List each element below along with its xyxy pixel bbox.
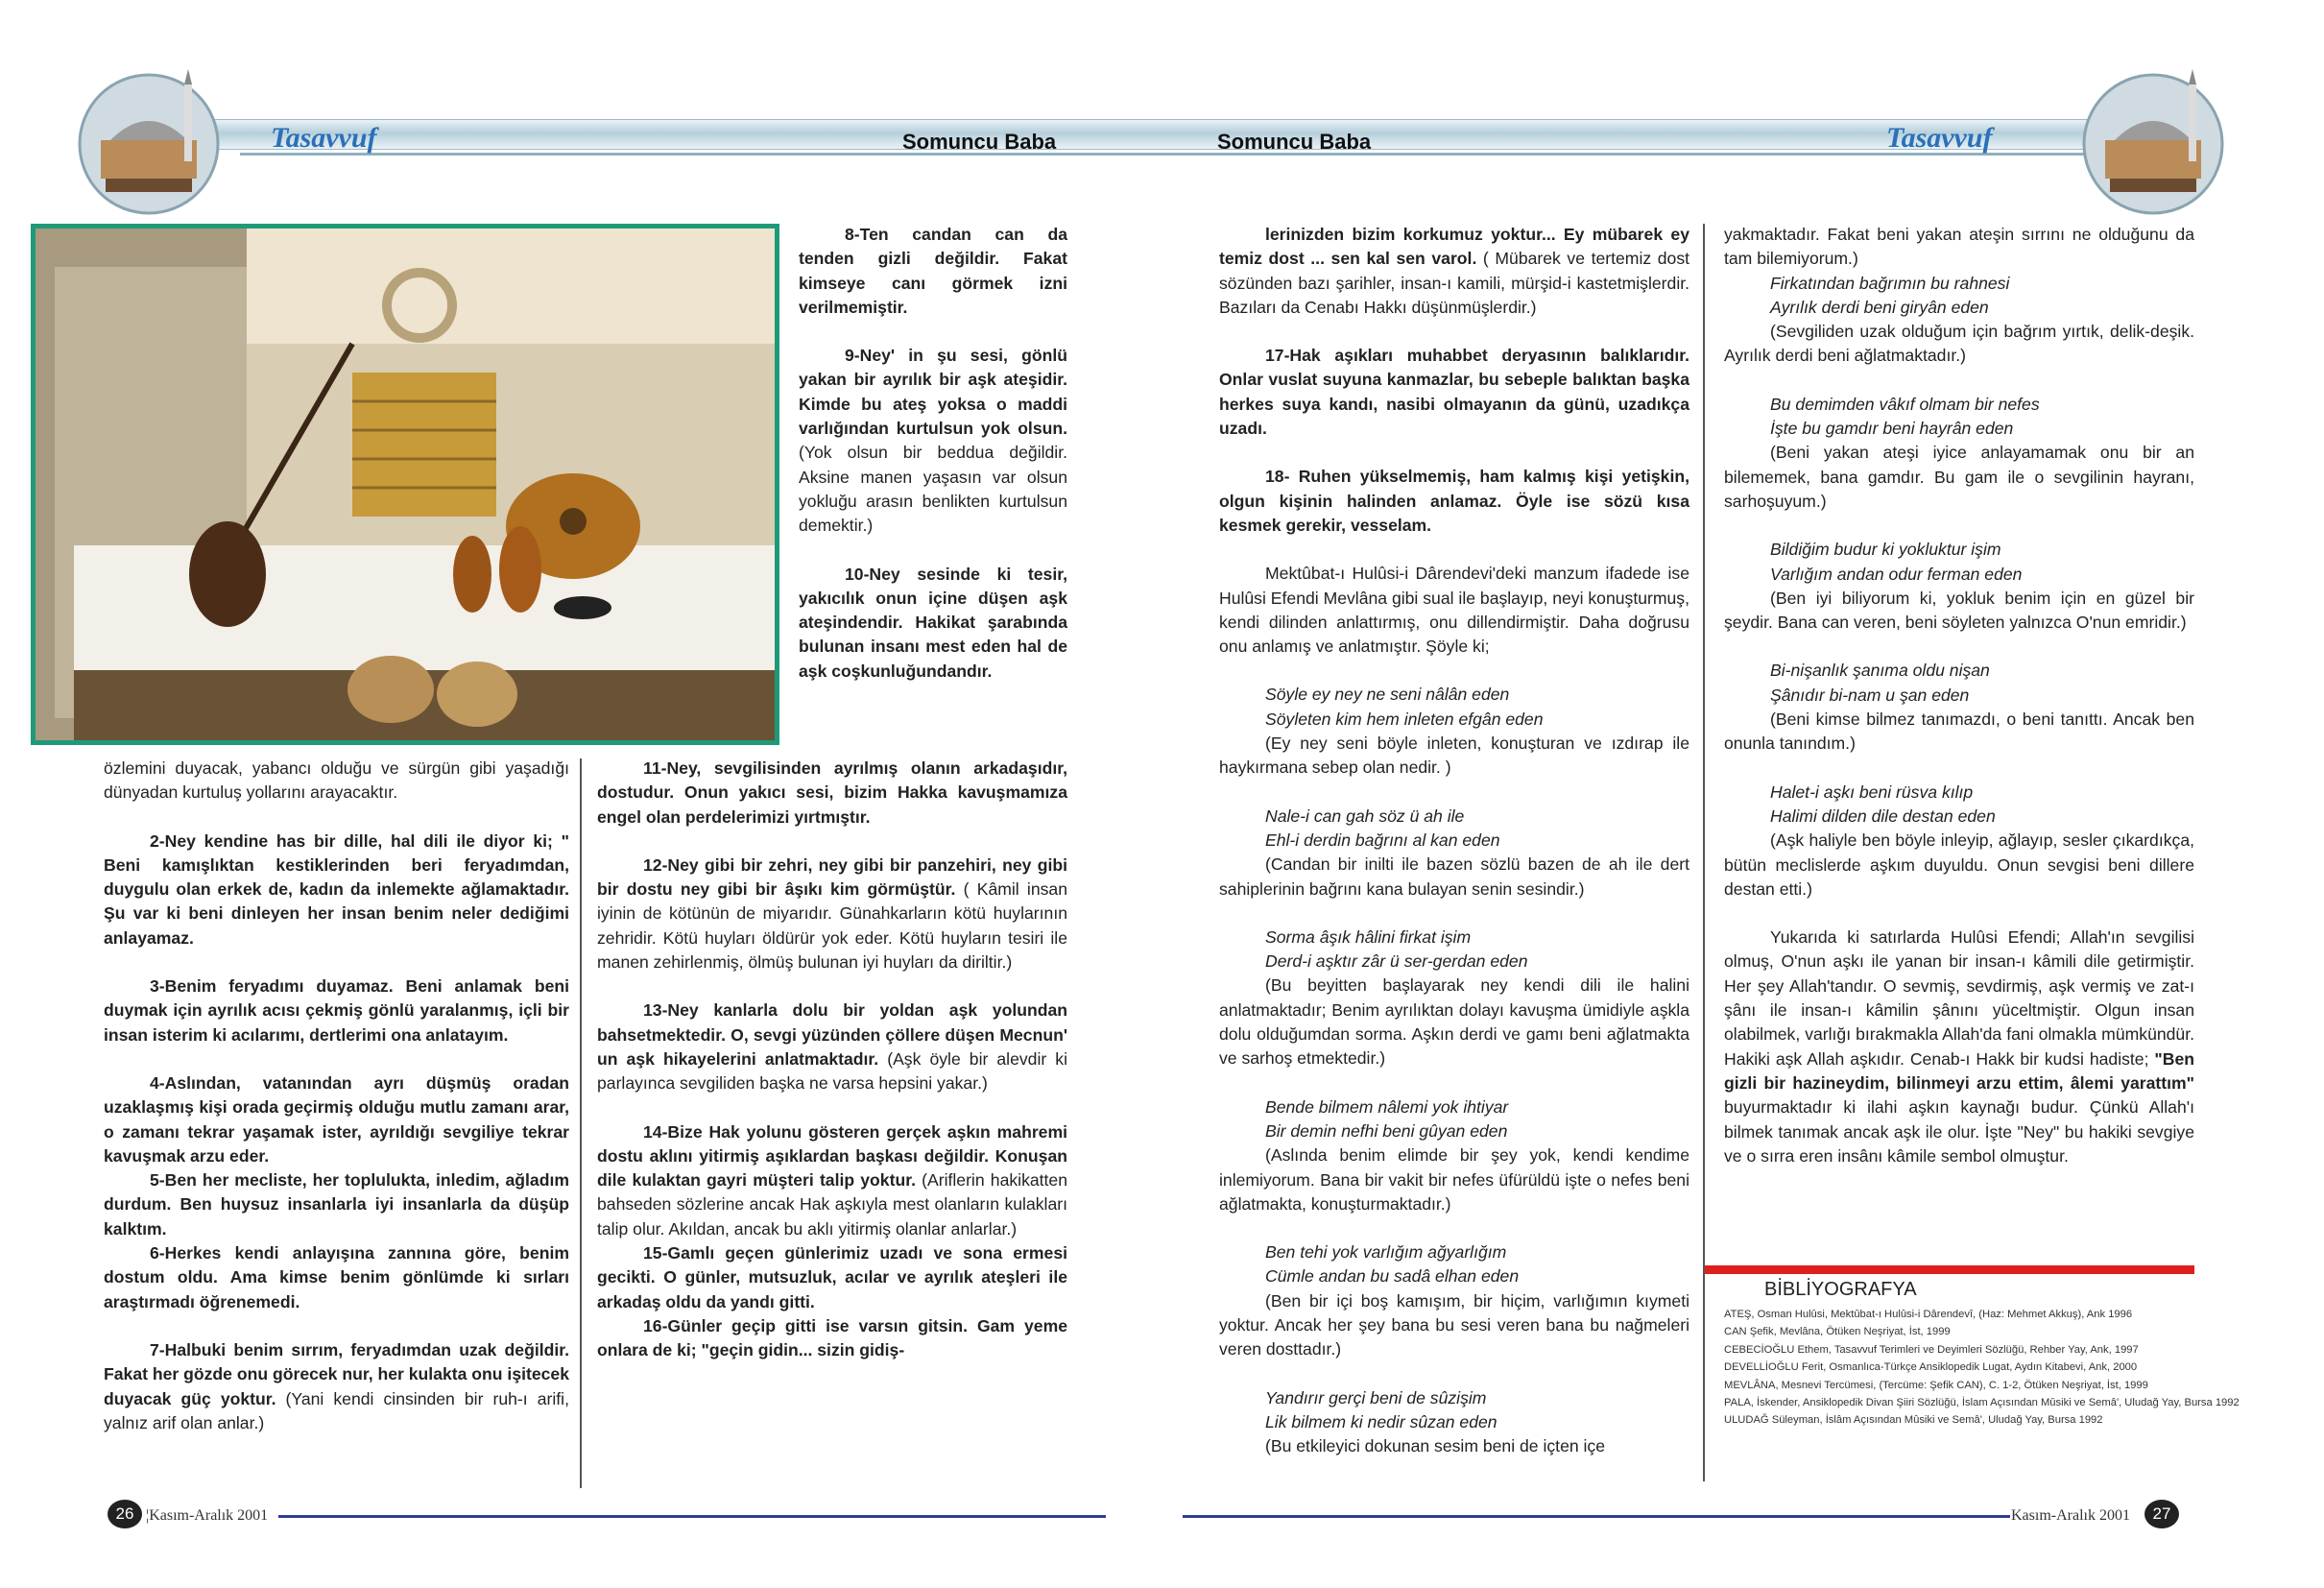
issue-date-right: Kasım-Aralık 2001 (2011, 1507, 2130, 1524)
column-2-top (799, 223, 1067, 684)
instruments-illustration (36, 229, 775, 740)
paragraph (104, 1241, 569, 1314)
paragraph-text: Bu demimden vâkıf olmam bir nefes (1770, 394, 2040, 414)
paragraph-text: (Aslında benim elimde bir şey yok, kendi kendime inlemiyorum. Bana bir vakit bir nefes üfürüldü işte o nefes beni ağlatmakta, konuşturmaktadır.) (1219, 1145, 1689, 1214)
mosque-medallion-right (2072, 63, 2235, 217)
paragraph-text: 16-Günler geçip gitti ise varsın gitsin. Gam yeme onlara de ki; "geçin gidin... sizin gidiş- (597, 1315, 1067, 1360)
paragraph-text: Bildiğim budur ki yokluktur işim (1770, 540, 2001, 560)
paragraph-note: (Ariflerin hakikatten bahseden sözlerine ancak Hak aşkıyla mest olanların kulakları talip olur. Akıldan, ancak bu aklı yitirmiş olanlar anlarlar.) (597, 1170, 1067, 1239)
paragraph-text: 6-Herkes kendi anlayışına zannına göre, benim dostum oldu. Ama kimse benim gönlümde ki sırları araştırmadı öğrenemedi. (104, 1243, 569, 1311)
paragraph-text: Ayrılık derdi beni giryân eden (1770, 297, 1989, 317)
paragraph-gap (104, 806, 569, 830)
paragraph-gap (1219, 1362, 1689, 1386)
column-2-bottom (597, 757, 1067, 1363)
paragraph (799, 223, 1067, 320)
verse-line (1219, 708, 1689, 732)
paragraph (1724, 708, 2194, 757)
paragraph-note: ( Mübarek ve tertemiz dost sözünden bazı şarihler, insan-ı kamili, mürşid-i kastetmişlerdir. Bazıları da Cenabı Hakkı düşünmüşlerdir.) (1219, 249, 1689, 317)
paragraph (1724, 441, 2194, 514)
magazine-name-left: Somuncu Baba (902, 130, 1057, 154)
verse-line (1219, 1240, 1689, 1264)
paragraph-gap (1219, 1071, 1689, 1095)
paragraph-text: Cümle andan bu sadâ elhan eden (1265, 1266, 1520, 1287)
paragraph-text: (Ey ney seni böyle inleten, konuşturan ve ızdırap ile haykırmana sebep olan nedir. ) (1219, 734, 1689, 778)
paragraph (1219, 974, 1689, 1071)
paragraph-text: Ben tehi yok varlığım ağyarlığım (1265, 1242, 1507, 1263)
paragraph-text: 18- Ruhen yükselmemiş, ham kalmış kişi yetişkin, olgun kişinin halinden anlamaz. Öyle ise sözü kısa kesmek gerekir, vesselam. (1219, 467, 1689, 535)
paragraph-text: (Bu etkileyici dokunan sesim beni de içten içe (1265, 1436, 1606, 1456)
paragraph-text: Derd-i aşktır zâr ü ser-gerdan eden (1265, 951, 1528, 972)
paragraph-text: lerinizden bizim korkumuz yoktur... Ey mübarek ey temiz dost ... sen kal sen varol. (1219, 225, 1689, 269)
issue-date-left: ¦Kasım-Aralık 2001 (146, 1507, 269, 1524)
bibliography-item: CEBECİOĞLU Ethem, Tasavvuf Terimleri ve Deyimleri Sözlüğü, Rehber Yay, Ank, 1997 (1724, 1343, 2139, 1356)
paragraph-text: (Candan bir inilti ile bazen sözlü bazen de ah ile dert sahiplerinin bağrını kana bulayan senin sesindir.) (1219, 854, 1689, 899)
paragraph (104, 757, 569, 806)
column-divider-2 (1703, 224, 1705, 1481)
paragraph-gap (597, 830, 1067, 854)
verse-line (1219, 829, 1689, 853)
paragraph-text: Yukarıda ki satırlarda Hulûsi Efendi; Allah'ın sevgilisi olmuş, O'nun aşkı ile yanan bir insan-ı kâmili dile getirmiştir. Her şey Allah'tandır. O sevmiş, sevdirmiş, aşk vermiş ve zat-ı şânı ile insan-ı kâmilin şânını yüceltmiştir. Olgun insan olabilmek, varlığı bırakmakla Allah'da fani olmakla mümkündür. Hakiki aşk Allah aşkıdır. Cenab-ı Hakk bir kudsi hadiste; (1724, 927, 2194, 1069)
paragraph (1724, 926, 2194, 1168)
paragraph-gap (799, 539, 1067, 563)
paragraph (597, 1241, 1067, 1314)
paragraph-gap (104, 1314, 569, 1338)
paragraph-gap (1219, 902, 1689, 926)
bibliography-item: DEVELLİOĞLU Ferit, Osmanlıca-Türkçe Ansiklopedik Lugat, Aydın Kitabevi, Ank, 2000 (1724, 1361, 2138, 1374)
paragraph-text: (Bu beyitten başlayarak ney kendi dili ile halini anlatmaktadır; Benim ayrılıktan dolayı kavuşma ümidiyle aşkla dolu olduğumdan sorma. Aşkın derdi ve gamı beni ağlatmakta ve sarhoş etmektedir.) (1219, 975, 1689, 1069)
paragraph-gap (799, 320, 1067, 344)
paragraph (1219, 732, 1689, 781)
paragraph-bold-quote: "Ben gizli bir hazineydim, bilinmeyi arzu ettim, âlemi yarattım" (1724, 1048, 2194, 1093)
paragraph-text: Bir demin nefhi beni gûyan eden (1265, 1120, 1508, 1141)
paragraph (597, 854, 1067, 974)
paragraph-note: ( Kâmil insan iyinin de kötünün de miyarıdır. Günahkarların kötü huylarının zehridir. Kötü huyları öldürür yok eder. Kötü huyların tesiri ile manen zehirlenmiş, ölmüş bulunan iyi huyları da diriltir.) (597, 879, 1067, 973)
paragraph-text: Halimi dilden dile destan eden (1770, 806, 1996, 826)
paragraph-text: 11-Ney, sevgilisinden ayrılmış olanın arkadaşıdır, dostudur. Onun yakıcı sesi, bizim Hakka kavuşmamıza engel olan perdelerimizi yırtmıştır. (597, 758, 1067, 827)
paragraph-gap (1219, 1216, 1689, 1240)
paragraph-text: 4-Aslından, vatanından ayrı düşmüş oradan uzaklaşmış kişi orada geçirmiş olduğu mutlu zamanı arar, o zamanı tekrar yaşamak ister, ayrıldığı sevgiliye tekrar kavuşmak arzu eder. (104, 1072, 569, 1166)
verse-line (1724, 417, 2194, 441)
paragraph (104, 1168, 569, 1241)
verse-line (1219, 1095, 1689, 1119)
paragraph-gap (1724, 369, 2194, 393)
paragraph-gap (1724, 757, 2194, 781)
column-3 (1219, 223, 1689, 1458)
verse-line (1219, 1264, 1689, 1288)
paragraph (597, 1314, 1067, 1363)
bibliography-item: PALA, İskender, Ansiklopedik Divan Şiiri Sözlüğü, İslam Açısından Mûsiki ve Semâ', Uludağ Yay, Bursa 1992 (1724, 1397, 2240, 1409)
paragraph-text: 5-Ben her mecliste, her toplulukta, inledim, ağladım durdum. Ben huysuz insanlarla iyi insanlarla da düşüp kalktım. (104, 1170, 569, 1239)
verse-line (1219, 950, 1689, 974)
paragraph-text: 7-Halbuki benim sırrım, feryadımdan uzak değildir. Fakat her gözde onu görecek nur, her kulakta onu işitecek duyacak güç yoktur. (104, 1339, 569, 1408)
verse-line (1219, 1410, 1689, 1434)
paragraph-text: Söyle ey ney ne seni nâlân eden (1265, 685, 1510, 705)
section-title-right: Tasavvuf (1886, 122, 1993, 154)
bibliography-title: BİBLİYOGRAFYA (1764, 1279, 1917, 1300)
paragraph (104, 974, 569, 1047)
paragraph-text: (Ben bir içi boş kamışım, bir hiçim, varlığımın kıymeti yoktur. Ancak her şey bana bu sesi veren bana bu nağmeleri veren dosttadır.) (1219, 1290, 1689, 1359)
paragraph-text: 12-Ney gibi bir zehri, ney gibi bir panzehiri, ney gibi bir dostu ney gibi bir âşıkı kim görmüştür. (597, 854, 1067, 900)
verse-line (1219, 683, 1689, 707)
paragraph-note: (Aşk öyle bir alevdir ki parlayınca sevgiliden başka ne varsa hepsini yakar.) (597, 1048, 1067, 1094)
bibliography-item: MEVLÂNA, Mesnevi Tercümesi, (Tercüme: Şefik CAN), C. 1-2, Ötüken Neşriyat, İst, 1999 (1724, 1379, 2148, 1391)
paragraph-text: (Beni kimse bilmez tanımazdı, o beni tanıttı. Ancak ben onunla tanındım.) (1724, 710, 2194, 754)
paragraph-text: Ehl-i derdin bağrını al kan eden (1265, 830, 1500, 850)
paragraph-note: buyurmaktadır ki ilahi aşkın kaynağı budur. Çünkü Allah'ı bilmek tanımak ancak aşk ile olur. İşte "Ney" bu hakiki sevgiye ve o sırra eren insânı kâmile sembol olmuştur. (1724, 1097, 2194, 1166)
paragraph-note: (Yok olsun bir beddua değildir. Aksine manen yaşasın var olsun yokluğu arasın benlikten kurtulsun demektir.) (799, 443, 1067, 536)
paragraph-text: 2-Ney kendine has bir dille, hal dili ile diyor ki; " Beni kamışlıktan kestiklerinden beri feryadımdan, duygulu olan erkek de, kadın da inlemekte ağlamaktadır. Şu var ki beni dinleyen her insan benim neler dediğimi anlayamaz. (104, 830, 569, 948)
paragraph (1724, 223, 2194, 272)
paragraph-gap (1219, 538, 1689, 562)
verse-line (1724, 393, 2194, 417)
paragraph-text: (Beni yakan ateşi iyice anlayamamak onu bir an bilememek, bana gamdır. Bu gam ile o sevgilinin hayranı, sarhoşuyum.) (1724, 443, 2194, 511)
paragraph-gap (1219, 781, 1689, 805)
paragraph (597, 757, 1067, 830)
paragraph (104, 1338, 569, 1435)
header-rule (240, 153, 2093, 156)
paragraph (799, 563, 1067, 684)
paragraph-text: Firkatından bağrımın bu rahnesi (1770, 273, 2010, 293)
verse-line (1219, 805, 1689, 829)
verse-line (1724, 563, 2194, 587)
footer-rule-left (278, 1515, 1106, 1518)
paragraph-text: (Aşk haliyle ben böyle inleyip, ağlayıp, sesler çıkardıkça, bütün meclislerde aşkım duyuldu. Onun sevgisi beni dillere destan etti.) (1724, 830, 2194, 899)
column-4 (1724, 223, 2194, 1168)
bibliography-list (1724, 1306, 2240, 1430)
paragraph-gap (104, 1047, 569, 1071)
paragraph-text: özlemini duyacak, yabancı olduğu ve sürgün gibi yaşadığı dünyadan kurtuluş yollarını arayacaktır. (104, 758, 569, 803)
paragraph-gap (1724, 635, 2194, 659)
paragraph-gap (597, 1096, 1067, 1120)
column-divider-1 (580, 758, 582, 1488)
paragraph-text: Varlığım andan odur ferman eden (1770, 564, 2023, 584)
verse-line (1219, 926, 1689, 950)
paragraph-text: (Sevgiliden uzak olduğum için bağrım yırtık, delik-deşik. Ayrılık derdi beni ağlatmaktadır.) (1724, 322, 2194, 366)
paragraph (1724, 587, 2194, 636)
verse-line (1724, 296, 2194, 320)
paragraph (1219, 853, 1689, 902)
paragraph-gap (1724, 514, 2194, 538)
paragraph-text: yakmaktadır. Fakat beni yakan ateşin sırrını ne olduğunu da tam bilemiyorum.) (1724, 225, 2194, 269)
paragraph (104, 1071, 569, 1168)
paragraph-text: 8-Ten candan can da tenden gizli değildir. Fakat kimseye canı görmek izni verilmemiştir. (799, 225, 1067, 317)
paragraph (1219, 344, 1689, 441)
paragraph (1219, 1289, 1689, 1362)
paragraph-text: Sorma âşık hâlini firkat işim (1265, 926, 1472, 947)
paragraph-text: 3-Benim feryadımı duyamaz. Beni anlamak beni duymak için ayrılık acısı çekmiş gönlü yaralanmış, içli bir insan isterim ki acılarımı, dertlerimi ona anlatayım. (104, 976, 569, 1045)
paragraph-text: 13-Ney kanlarla dolu bir yoldan aşk yolundan bahsetmektedir. O, sevgi yüzünden çöllere düşen Mecnun' un aşk hikayelerini anlatmaktadır. (597, 1000, 1067, 1069)
paragraph (1724, 320, 2194, 369)
column-1 (104, 757, 569, 1435)
paragraph (1219, 465, 1689, 538)
verse-line (1724, 684, 2194, 708)
paragraph (104, 830, 569, 950)
paragraph-text: 14-Bize Hak yolunu gösteren gerçek aşkın mahremi dostu aklını yitirmiş aşıklardan başkası değildir. Konuşan dile kulaktan gayri müşteri talip yoktur. (597, 1121, 1067, 1191)
bibliography-item: ATEŞ, Osman Hulûsi, Mektûbat-ı Hulûsi-i Dârendevî, (Haz: Mehmet Akkuş), Ank 1996 (1724, 1309, 2133, 1320)
paragraph-gap (1219, 659, 1689, 683)
bibliography-item: ULUDAĞ Süleyman, İslâm Açısından Mûsiki ve Semâ', Uludağ Yay, Bursa 1992 (1724, 1414, 2103, 1427)
paragraph-text: Bi-nişanlık şanıma oldu nişan (1770, 661, 1990, 681)
page-number-right: 27 (2144, 1500, 2179, 1528)
paragraph-text: Söyleten kim hem inleten efgân eden (1265, 709, 1544, 729)
section-title-left: Tasavvuf (271, 122, 377, 154)
verse-line (1724, 781, 2194, 805)
mosque-medallion-left (67, 63, 230, 217)
paragraph (1219, 223, 1689, 320)
paragraph-gap (1724, 902, 2194, 926)
paragraph-gap (597, 974, 1067, 999)
paragraph-text: Halet-i aşkı beni rüsva kılıp (1770, 782, 1974, 802)
paragraph-text: (Ben iyi biliyorum ki, yokluk benim için en güzel bir şeydir. Bana can veren, beni söyleten yalnızca O'nun emridir.) (1724, 588, 2194, 633)
magazine-name-right: Somuncu Baba (1217, 130, 1372, 154)
paragraph (597, 1120, 1067, 1241)
paragraph-text: Yandırır gerçi beni de sûzişim (1265, 1387, 1487, 1408)
verse-line (1219, 1386, 1689, 1410)
paragraph-text: 17-Hak aşıkları muhabbet deryasının balıklarıdır. Onlar vuslat suyuna kanmazlar, bu sebeple balıktan başka herkes suya kandı, nasibi olmayanın da günü, uzadıkça uzadı. (1219, 346, 1689, 439)
paragraph (1219, 1143, 1689, 1216)
paragraph-text: Nale-i can gah söz ü ah ile (1265, 806, 1465, 826)
paragraph (597, 999, 1067, 1095)
verse-line (1219, 1119, 1689, 1143)
paragraph-text: Lik bilmem ki nedir sûzan eden (1265, 1411, 1497, 1432)
paragraph-gap (1219, 441, 1689, 465)
paragraph (1219, 1434, 1689, 1458)
verse-line (1724, 805, 2194, 829)
bibliography-red-bar (1705, 1265, 2194, 1274)
page-number-left: 26 (108, 1500, 142, 1528)
paragraph (1724, 829, 2194, 902)
instruments-photo (31, 224, 779, 745)
verse-line (1724, 272, 2194, 296)
footer-rule-right (1183, 1515, 2010, 1518)
paragraph-text: Bende bilmem nâlemi yok ihtiyar (1265, 1096, 1509, 1117)
paragraph-text: İşte bu gamdır beni hayrân eden (1770, 419, 2014, 439)
paragraph-text: 15-Gamlı geçen günlerimiz uzadı ve sona ermesi gecikti. O günler, mutsuzluk, acılar ve ayrılık ateşleri ile arkadaş oldu da yandı gitti. (597, 1243, 1067, 1311)
paragraph-gap (1219, 320, 1689, 344)
bibliography-item: CAN Şefik, Mevlâna, Ötüken Neşriyat, İst, 1999 (1724, 1326, 1951, 1338)
verse-line (1724, 659, 2194, 683)
paragraph-gap (104, 950, 569, 974)
paragraph-text: 9-Ney' in şu sesi, gönlü yakan bir ayrılık bir aşk ateşidir. Kimde bu ateş yoksa o maddi varlığından kurtulsun yok olsun. (799, 346, 1067, 439)
paragraph-text: 10-Ney sesinde ki tesir, yakıcılık onun içine düşen aşk ateşindendir. Hakikat şarabında bulunan insanı mest eden hal de aşk coşkunluğundandır. (799, 564, 1067, 681)
paragraph-note: (Yani kendi cinsinden bir ruh-ı arifi, yalnız arif olan anlar.) (104, 1388, 569, 1432)
paragraph-text: Mektûbat-ı Hulûsi-i Dârendevi'deki manzum ifadede ise Hulûsi Efendi Mevlâna gibi sual ile başlayıp, neyi konuşturmuş, kendi dilinden anlattırmış, onu dillendirmiştir. Daha doğrusu onu anlamış ve anlatmıştır. Şöyle ki; (1219, 564, 1689, 657)
paragraph (1219, 562, 1689, 659)
paragraph-text: Şânıdır bi-nam u şan eden (1770, 685, 1970, 705)
verse-line (1724, 538, 2194, 562)
paragraph (799, 344, 1067, 538)
